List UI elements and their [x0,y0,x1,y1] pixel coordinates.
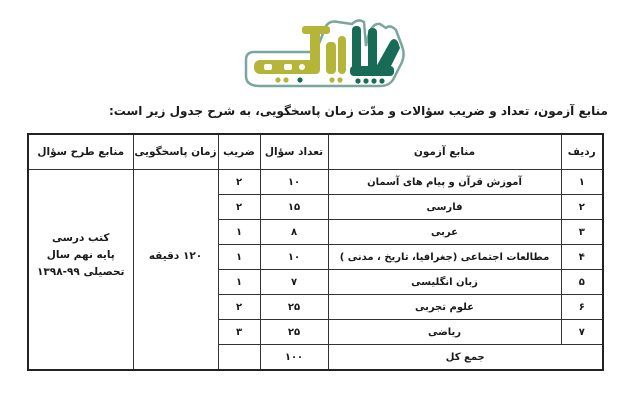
coefficient: ۲ [218,195,260,220]
table-header-row [28,134,603,170]
question-count: ۱۰ [260,245,328,270]
subject: ریاضی [328,320,561,345]
question-source-line: کتب درسی [51,232,110,244]
subject: آموزش قرآن و پیام های آسمان [328,170,561,195]
question-source-line: پایه نهم سال [46,249,115,261]
question-count: ۱۰ [260,170,328,195]
header-coefficient: ضریب [218,134,260,170]
coefficient: ۲ [218,295,260,320]
row-number: ۴ [561,245,603,270]
answer-time: ۱۲۰ دقیقه [133,170,218,371]
table-row [28,170,603,195]
question-count: ۱۵ [260,195,328,220]
row-number: ۳ [561,220,603,245]
header-question-source: منابع طرح سؤال [28,134,133,170]
row-number: ۵ [561,270,603,295]
question-count: ۲۵ [260,295,328,320]
subject: زبان انگلیسی [328,270,561,295]
row-number: ۶ [561,295,603,320]
row-number: ۲ [561,195,603,220]
exam-sources-table [27,133,604,371]
site-logo [240,16,408,92]
subject: فارسی [328,195,561,220]
total-label: جمع کل [328,345,603,371]
total-coefficient [218,345,260,371]
question-count: ۲۵ [260,320,328,345]
row-number: ۷ [561,320,603,345]
header-exam-source: منابع آزمون [328,134,561,170]
question-count: ۸ [260,220,328,245]
coefficient: ۲ [218,170,260,195]
coefficient: ۱ [218,245,260,270]
subject: عربی [328,220,561,245]
coefficient: ۳ [218,320,260,345]
subject: مطالعات اجتماعی (جغرافیا، تاریخ ، مدنی ) [328,245,561,270]
header-row-number: ردیف [561,134,603,170]
subject: علوم تجربی [328,295,561,320]
question-source-line: تحصیلی ۹۹-۱۳۹۸ [36,266,125,278]
header-answer-time: زمان پاسخگویی [133,134,218,170]
question-source [28,170,133,371]
header-question-count: تعداد سؤال [260,134,328,170]
coefficient: ۱ [218,270,260,295]
row-number: ۱ [561,170,603,195]
total-question-count: ۱۰۰ [260,345,328,371]
question-count: ۷ [260,270,328,295]
coefficient: ۱ [218,220,260,245]
intro-text: منابع آزمون، تعداد و ضریب سؤالات و مدّت زمان پاسخگویی، به شرح جدول زیر است: [108,104,608,118]
